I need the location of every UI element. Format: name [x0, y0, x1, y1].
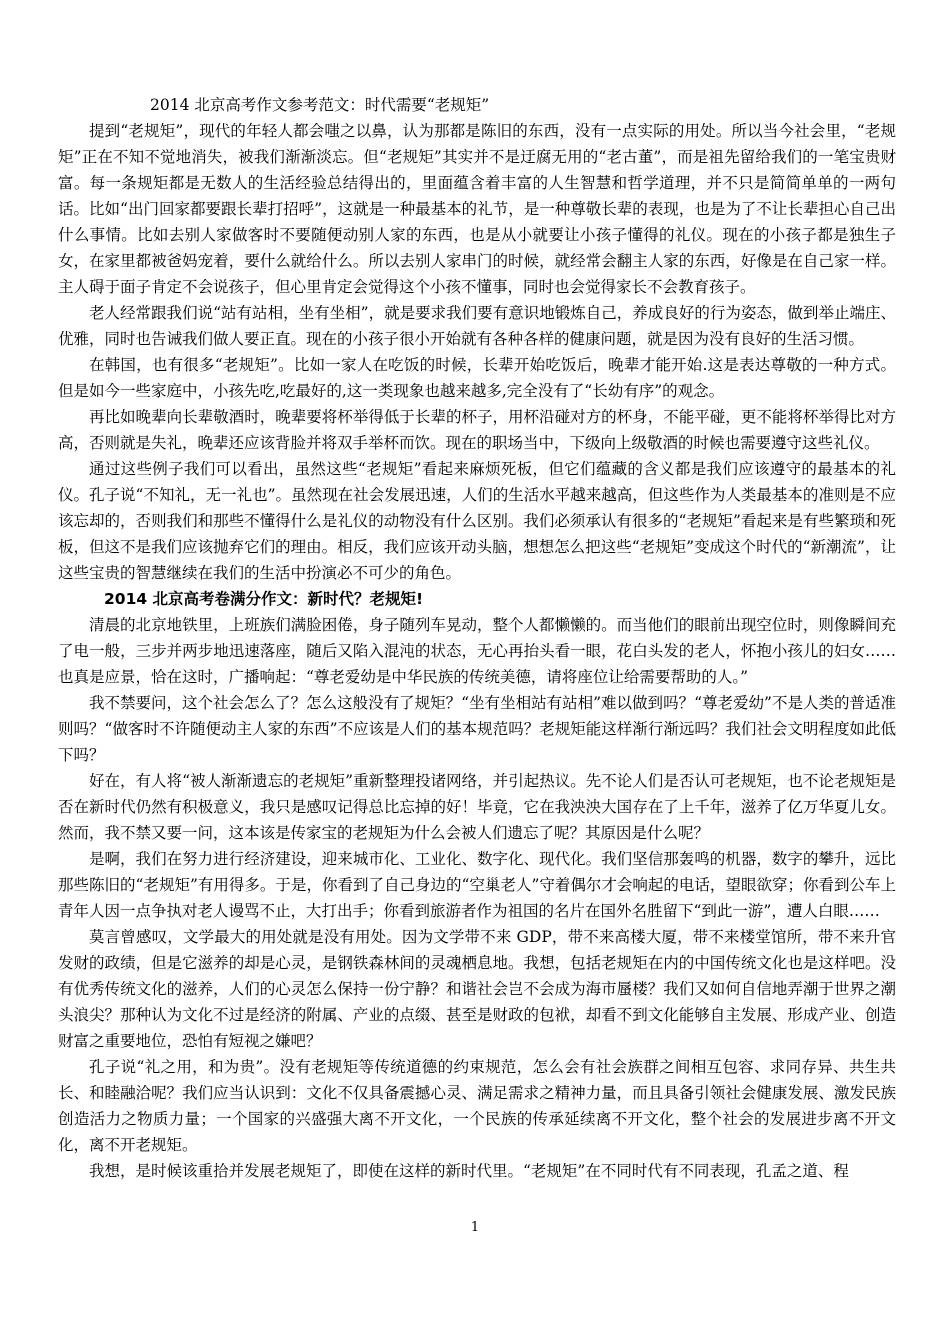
article1-paragraph-5: 通过这些例子我们可以看出，虽然这些“老规矩”看起来麻烦死板，但它们蕴藏的含义都是我们应该遵守的最基本的礼仪。孔子说“不知礼，无一礼也”。虽然现在社会发展迅速，人们的生活水平越来越高，但这些作为人类最基本的准则是不应该忘却的，否则我们和那些不懂得什么是礼仪的动物没有什么区别。我们必须承认有很多的“老规矩”看起来是有些繁琐和死板，但这不是我们应该抛弃它们的理由。相反，我们应该开动头脑，想想怎么把这些“老规矩”变成这个时代的“新潮流”，让这些宝贵的智慧继续在我们的生活中扮演必不可少的角色。: [58, 460, 896, 582]
article1-paragraph-1: 提到“老规矩”，现代的年轻人都会嗤之以鼻，认为那都是陈旧的东西，没有一点实际的用处。所以当今社会里，“老规矩”正在不知不觉地消失，被我们渐渐淡忘。但“老规矩”其实并不是迂腐无用的“老古董”，而是祖先留给我们的一笔宝贵财富。每一条规矩都是无数人的生活经验总结得出的，里面蕴含着丰富的人生智慧和哲学道理，并不只是简简单单的一两句话。比如“出门回家都要跟长辈打招呼”，这就是一种最基本的礼节，是一种尊敬长辈的表现，也是为了不让长辈担心自己出什么事情。比如去别人家做客时不要随便动别人家的东西，也是从小就要让小孩子懂得的礼仪。现在的小孩子都是独生子女，在家里都被爸妈宠着，要什么就给什么。所以去别人家串门的时候，就经常会翻主人家的东西，好像是在自己家一样。主人碍于面子肯定不会说孩子，但心里肯定会觉得这个小孩不懂事，同时也会觉得家长不会教育孩子。: [58, 122, 896, 296]
article1-title: 2014 北京高考作文参考范文：时代需要“老规矩”: [150, 96, 490, 114]
article2-paragraph-2: 我不禁要问，这个社会怎么了？怎么这般没有了规矩？“坐有坐相站有站相”难以做到吗？“尊老爱幼”不是人类的普适准则吗？“做客时不许随便动主人家的东西”不应该是人们的基本规范吗？老规矩能这样渐行渐远吗？我们社会文明程度如此低下吗？: [58, 694, 896, 764]
article2-paragraph-4: 是啊，我们在努力进行经济建设，迎来城市化、工业化、数字化、现代化。我们坚信那轰鸣的机器，数字的攀升，远比那些陈旧的“老规矩”有用得多。于是，你看到了自己身边的“空巢老人”守着偶尔才会响起的电话，望眼欲穿；你看到公车上青年人因一点争执对老人谩骂不止，大打出手；你看到旅游者作为祖国的名片在国外名胜留下“到此一游”，遭人白眼……: [58, 850, 896, 920]
article2-paragraph-3: 好在，有人将“被人渐渐遗忘的老规矩”重新整理投诸网络，并引起热议。先不论人们是否认可老规矩，也不论老规矩是否在新时代仍然有积极意义，我只是感叹记得总比忘掉的好！毕竟，它在我泱泱大国存在了上千年，滋养了亿万华夏儿女。然而，我不禁又要一问，这本该是传家宝的老规矩为什么会被人们遗忘了呢？其原因是什么呢？: [58, 772, 896, 842]
article1-paragraph-3: 在韩国，也有很多“老规矩”。比如一家人在吃饭的时候，长辈开始吃饭后，晚辈才能开始.这是表达尊敬的一种方式。但是如今一些家庭中，小孩先吃,吃最好的,这一类现象也越来越多,完全没有了“长幼有序”的观念。: [58, 356, 896, 400]
article2-paragraph-5: 莫言曾感叹，文学最大的用处就是没有用处。因为文学带不来 GDP，带不来高楼大厦，带不来楼堂馆所，带不来升官发财的政绩，但是它滋养的却是心灵，是钢铁森林间的灵魂栖息地。我想，包括老规矩在内的中国传统文化也是这样吧。没有优秀传统文化的滋养，人们的心灵怎么保持一份宁静？和谐社会岂不会成为海市蜃楼？我们又如何自信地弄潮于世界之潮头浪尖？那种认为文化不过是经济的附属、产业的点缀、甚至是财政的包袱，却看不到文化能够自主发展、形成产业、创造财富之重要地位，恐怕有短视之嫌吧？: [58, 928, 896, 1050]
article2-paragraph-1: 清晨的北京地铁里，上班族们满脸困倦，身子随列车晃动，整个人都懒懒的。而当他们的眼前出现空位时，则像瞬间充了电一般，三步并两步地迅速落座，随后又陷入混沌的状态，无心再抬头看一眼，花白头发的老人，怀抱小孩儿的妇女……也真是应景，恰在这时，广播响起：“尊老爱幼是中华民族的传统美德，请将座位让给需要帮助的人。”: [58, 616, 896, 686]
article2-title: 2014 北京高考卷满分作文：新时代？老规矩!: [104, 590, 424, 608]
page-number: 1: [470, 1220, 480, 1235]
article2-paragraph-7: 我想，是时候该重拾并发展老规矩了，即使在这样的新时代里。“老规矩”在不同时代有不同表现，孔孟之道、程: [89, 1162, 849, 1180]
article2-paragraph-6: 孔子说“礼之用，和为贵”。没有老规矩等传统道德的约束规范，怎么会有社会族群之间相互包容、求同存异、共生共长、和睦融洽呢？我们应当认识到：文化不仅具备震撼心灵、满足需求之精神力量，而且具备引领社会健康发展、激发民族创造活力之物质力量；一个国家的兴盛强大离不开文化，一个民族的传承延续离不开文化，整个社会的发展进步离不开文化，离不开老规矩。: [58, 1058, 896, 1154]
document-page: [58, 92, 896, 1184]
article1-paragraph-2: 老人经常跟我们说“站有站相，坐有坐相”，就是要求我们要有意识地锻炼自己，养成良好的行为姿态，做到举止端庄、优雅，同时也告诫我们做人要正直。现在的小孩子很小开始就有各种各样的健康问题，就是因为没有良好的生活习惯。: [58, 304, 896, 348]
article1-paragraph-4: 再比如晚辈向长辈敬酒时，晚辈要将杯举得低于长辈的杯子，用杯沿碰对方的杯身，不能平碰，更不能将杯举得比对方高，否则就是失礼，晚辈还应该背脸并将双手举杯而饮。现在的职场当中，下级向上级敬酒的时候也需要遵守这些礼仪。: [58, 408, 896, 452]
